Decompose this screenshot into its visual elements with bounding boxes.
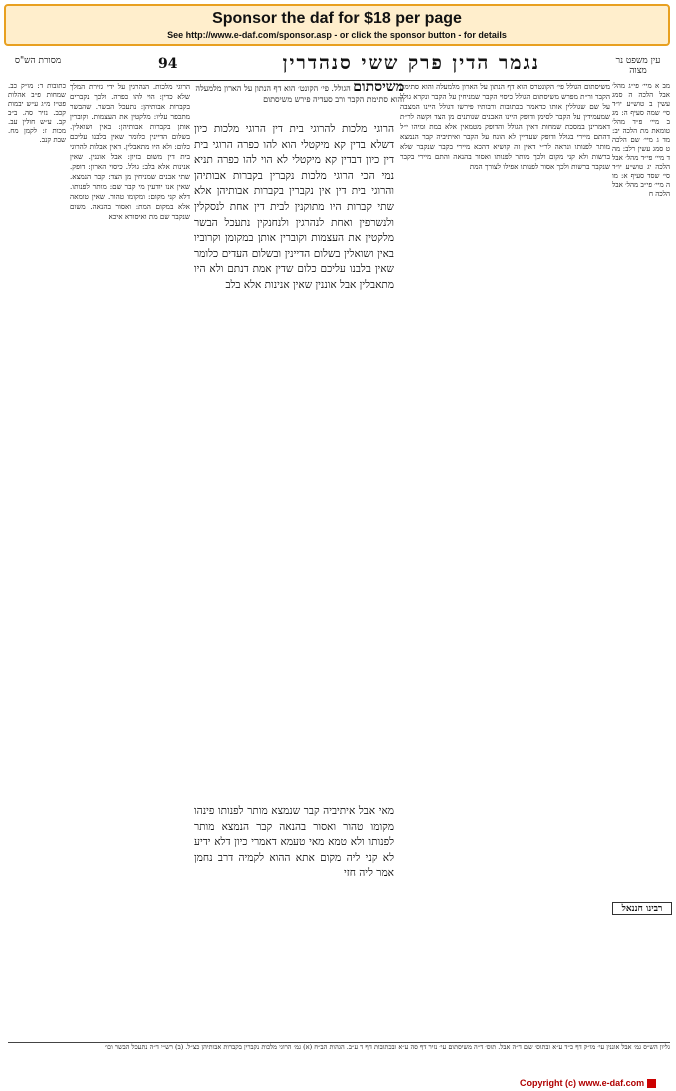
sponsor-subtitle: See http://www.e-daf.com/sponsor.asp - or click the sponsor button - for details [167,30,507,40]
sponsor-banner[interactable] [4,4,670,46]
gemara-text: הרוגי מלכות להרוגי בית דין הרוגי מלכות כיון דשלא בדין קא מיקטלי הוא להו כפרה הרוגי בית דין כיון דבדין קא מיקטלי לא הוי להו כפרה תניא נמי הכי הרוגי מלכות נקברין בקברות אבותיהן והרוגי בית דין אין נקברין בקברות אבותיהן אלא שתי קברות היו מתוקנין לבית דין אחת לנסקלין ולנשרפין ואחת לנהרגין ולנחנקין נתעכל הבשר מלקטין את העצמות וקוברין אותן במקומן וקרוביו באין ושואלין בשלום הדיינין ובשלום העדים כלומר שאין בלבנו עליכם כלום שדין אמת דנתם ולא היו מתאבלין אבל אוננין שאין אנינות אלא בלב [194,123,394,291]
mesorat-label: מסורת הש"ס [14,56,62,66]
gemara-text-lower: מאי אבל איתיביה קבר שנמצא מותר לפנותו פינהו מקומו טהור ואסור בהנאה קבר הנמצא מותר לפנותו ולא טמא מאי טעמא דאמרי כיון דלא ידיע לא קני ליה מקום אתא ההוא לקמיה דרב נחמן אמר ליה חזי [194,805,394,880]
gemara-opening-word: משיסתום [353,79,404,95]
edaf-logo-icon [647,1079,656,1088]
gemara-opening-text: הגולל. פי׳ הקונט׳ הוא דף הנתון על הארון מלמעלה והוא סתימת הקבר ורב סעדיה פירש משיסתום [195,84,404,104]
copyright-text[interactable]: Copyright (c) www.e-daf.com [520,1078,645,1088]
ein-mishpat-label: עין משפט נר מצוה [615,56,661,76]
sponsor-title[interactable]: Sponsor the daf for $18 per page [212,10,462,27]
chapter-title: נגמר הדין פרק ששי סנהדרין [282,52,540,74]
rabbeinu-chananel-heading: רבינו חננאל [612,902,672,915]
talmud-page [8,52,670,1072]
page-header [8,52,670,78]
copyright-link[interactable] [520,1078,656,1088]
mesorat-hashas-column: כתובות ד: מו״ק כב. שמחות פ״ב אהלות פט״ז מ״ג ע״ש יבמות קכב. נזיר סה. ב״ב קב. ע״ש חולין עב. מכות ז: לקמן מח. שבת קנב. [8,82,66,144]
bottom-notes: גליון הש״ס גמ׳ אבל אוננין עי׳ מו״ק דף כ״ד ע״א ובתוס׳ שם ד״ה אבל. תוס׳ ד״ה משיסתום עי׳ נזיר דף סה ע״א ובכתובות דף ד ע״ב. הגהות הב״ח (א) גמ׳ הרוגי מלכות נקברין בקברות אבותיהן כצ״ל. (ב) רש״י ד״ה נתעכל הבשר וכו׳ [8,1042,670,1071]
ein-mishpat-column: מב א מיי׳ פי״ג מהל׳ אבל הלכה ה סמג עשין ב טוש״ע יו״ד סי׳ שמה סעיף ה: מג ב מיי׳ פ״ד מהל׳ טומאת מת הלכה יב: מד ג מיי׳ שם הלכה ט סמג עשין רלב: מה ד מיי׳ פי״ד מהל׳ אבל הלכה יג טוש״ע יו״ד סי׳ שסד סעיף א: מו ה מיי׳ פי״ב מהל׳ אבל הלכה ח [612,82,670,198]
tosafot-column: משיסתום הגולל פי׳ הקונטרס הוא דף הנתון על הארון מלמעלה והוא סתימת הקבר ור״ת מפרש משיסתום הגולל כיסוי הקבר שמניחין על הקבר ונקרא גולל על שם שגוללין אותו כדאמר בכתובות ורבותיו פירשו דגולל היינו המצבה שמעמידין על הקבר לסימן ודופק היינו האבנים שנותנים מן הצד וקשה לר״ת דאמרינן במסכת שמחות דאין הגולל והדופק מטמאין אלא במת ומיהו י״ל דהתם מיירי בגולל ודופק שעדיין לא הונח על הקבר ואיתיביה קבר הנמצא מותר לפנותו ונראה לר״י דאין זה קושיא דהכא מיירי בקבר שנקבר שלא ברשות ולא קני מקום ולכך מותר לפנותו ואסור בהנאה והתם מיירי בקבר שנקבר ברשות ולכך אסור לפנותו אפילו לצורך המת [400,82,610,171]
header-rule [70,80,610,81]
rashi-column: הרוגי מלכות. הנהרגין על ידי גזירת המלך שלא כדין: הוי להו כפרה. ולכך נקברים בקברות אבותיהן: נתעכל הבשר. שהבשר מתכפר עליו: מלקטין את העצמות. וקוברין אותן בקברות אבותיהן: באין ושואלין. בשלום הדיינין כלומר שאין בלבנו עליכם כלום: ולא היו מתאבלין. דאין אבלות להרוגי בית דין משום בזיון: אבל אוננין. שאין אנינות אלא בלב: גולל. כיסוי הארון: דופק. שתי אבנים שמניחין מן הצד: קבר הנמצא. שאין אנו יודעין מי קבר שם: מותר לפנותו. דלא קני מקום: ומקומו טהור. שאין טומאה אלא במקום המת: ואסור בהנאה. משום שנקבר שם מת ואיסורא איכא [70,82,190,221]
page-number: 94 [158,56,178,72]
gemara-opening [194,79,404,122]
